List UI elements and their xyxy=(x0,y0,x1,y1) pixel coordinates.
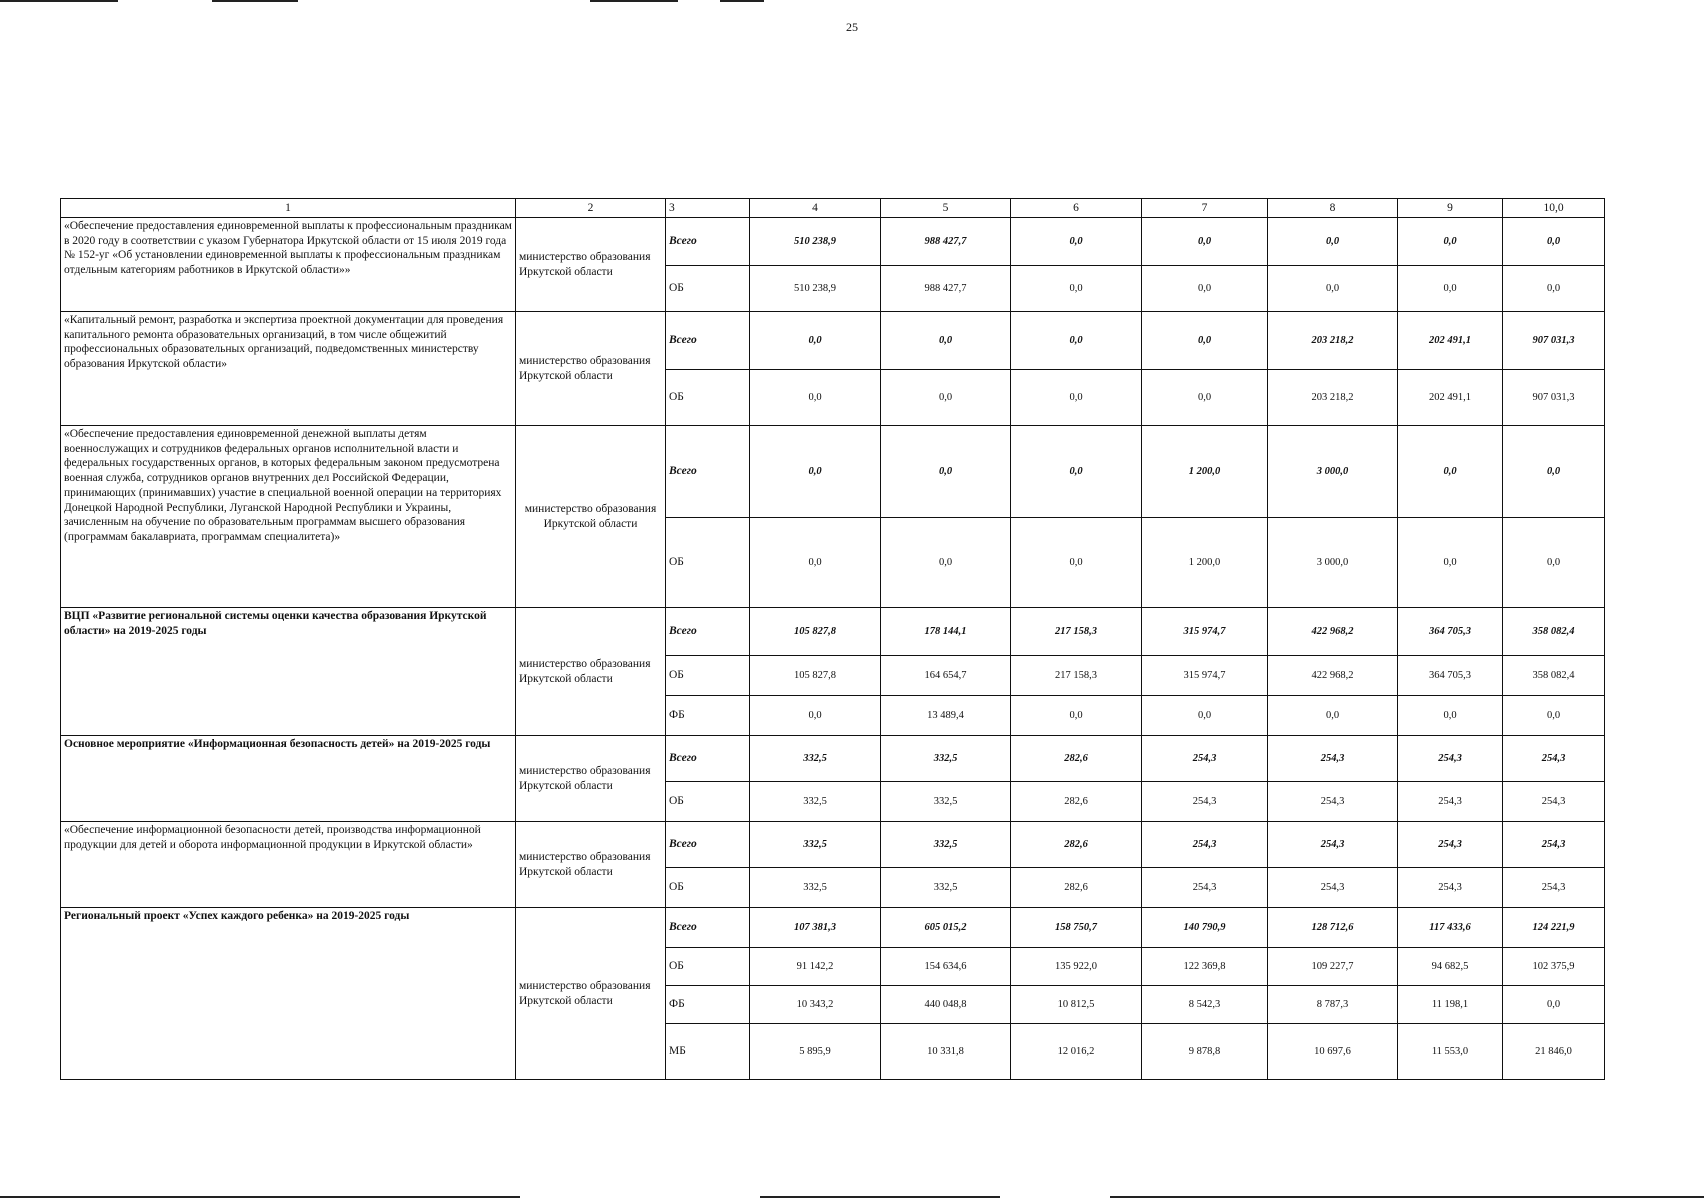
funding-source-cell: ФБ xyxy=(666,696,750,736)
ministry-cell: министерство образования Иркутской области xyxy=(516,908,666,1080)
amount-cell: 11 553,0 xyxy=(1398,1024,1503,1080)
amount-cell: 109 227,7 xyxy=(1268,948,1398,986)
amount-cell: 254,3 xyxy=(1268,736,1398,782)
amount-cell: 364 705,3 xyxy=(1398,608,1503,656)
amount-cell: 0,0 xyxy=(1011,218,1142,266)
table-row xyxy=(61,822,1605,868)
amount-cell: 0,0 xyxy=(881,518,1011,608)
amount-cell: 0,0 xyxy=(750,426,881,518)
amount-cell: 0,0 xyxy=(1011,518,1142,608)
scan-edge-line xyxy=(1110,1196,1704,1198)
amount-cell: 988 427,7 xyxy=(881,218,1011,266)
amount-cell: 0,0 xyxy=(1398,426,1503,518)
header-cell: 4 xyxy=(750,199,881,218)
amount-cell: 0,0 xyxy=(750,696,881,736)
amount-cell: 3 000,0 xyxy=(1268,518,1398,608)
amount-cell: 0,0 xyxy=(1142,312,1268,370)
amount-cell: 282,6 xyxy=(1011,822,1142,868)
amount-cell: 128 712,6 xyxy=(1268,908,1398,948)
amount-cell: 358 082,4 xyxy=(1503,608,1605,656)
amount-cell: 135 922,0 xyxy=(1011,948,1142,986)
amount-cell: 907 031,3 xyxy=(1503,312,1605,370)
amount-cell: 332,5 xyxy=(750,782,881,822)
funding-source-cell: ОБ xyxy=(666,868,750,908)
amount-cell: 10 331,8 xyxy=(881,1024,1011,1080)
ministry-cell: министерство образования Иркутской области xyxy=(516,822,666,908)
amount-cell: 0,0 xyxy=(1011,312,1142,370)
amount-cell: 315 974,7 xyxy=(1142,656,1268,696)
funding-source-cell: ОБ xyxy=(666,948,750,986)
scan-edge-line xyxy=(0,0,118,2)
amount-cell: 0,0 xyxy=(1142,218,1268,266)
amount-cell: 0,0 xyxy=(1011,266,1142,312)
amount-cell: 332,5 xyxy=(881,822,1011,868)
amount-cell: 0,0 xyxy=(1503,696,1605,736)
header-cell: 8 xyxy=(1268,199,1398,218)
page-number: 25 xyxy=(846,20,858,34)
amount-cell: 358 082,4 xyxy=(1503,656,1605,696)
scan-edge-line xyxy=(0,1196,520,1198)
amount-cell: 0,0 xyxy=(1503,426,1605,518)
amount-cell: 217 158,3 xyxy=(1011,608,1142,656)
funding-source-cell: Всего xyxy=(666,218,750,266)
ministry-cell: министерство образования Иркутской области xyxy=(516,608,666,736)
amount-cell: 254,3 xyxy=(1503,736,1605,782)
amount-cell: 202 491,1 xyxy=(1398,312,1503,370)
amount-cell: 102 375,9 xyxy=(1503,948,1605,986)
measure-name-cell: Региональный проект «Успех каждого ребенка» на 2019-2025 годы xyxy=(61,908,516,1080)
amount-cell: 202 491,1 xyxy=(1398,370,1503,426)
measure-name-cell: «Капитальный ремонт, разработка и экспертиза проектной документации для проведения капитального ремонта образовательных организаций, в том числе общежитий профессиональных образовательных организаций, подведомственных министерству образования Иркутской области» xyxy=(61,312,516,426)
amount-cell: 254,3 xyxy=(1503,782,1605,822)
amount-cell: 0,0 xyxy=(1268,696,1398,736)
amount-cell: 158 750,7 xyxy=(1011,908,1142,948)
amount-cell: 332,5 xyxy=(750,822,881,868)
amount-cell: 8 542,3 xyxy=(1142,986,1268,1024)
amount-cell: 332,5 xyxy=(881,736,1011,782)
funding-source-cell: МБ xyxy=(666,1024,750,1080)
amount-cell: 10 343,2 xyxy=(750,986,881,1024)
funding-source-cell: ОБ xyxy=(666,782,750,822)
funding-source-cell: Всего xyxy=(666,736,750,782)
amount-cell: 422 968,2 xyxy=(1268,656,1398,696)
amount-cell: 0,0 xyxy=(750,370,881,426)
measure-name-cell: «Обеспечение предоставления единовременной выплаты к профессиональным праздникам в 2020 году в соответствии с указом Губернатора Иркутской области от 15 июля 2019 года № 152-уг «Об установлении единовременной выплаты к профессиональным праздникам отдельным категориям работников в Иркутской области»» xyxy=(61,218,516,312)
amount-cell: 178 144,1 xyxy=(881,608,1011,656)
ministry-cell: министерство образования Иркутской области xyxy=(516,426,666,608)
scan-edge-line xyxy=(590,0,678,2)
amount-cell: 254,3 xyxy=(1142,736,1268,782)
amount-cell: 91 142,2 xyxy=(750,948,881,986)
amount-cell: 0,0 xyxy=(750,518,881,608)
amount-cell: 124 221,9 xyxy=(1503,908,1605,948)
amount-cell: 0,0 xyxy=(1142,266,1268,312)
amount-cell: 332,5 xyxy=(881,782,1011,822)
amount-cell: 117 433,6 xyxy=(1398,908,1503,948)
table-row xyxy=(61,608,1605,656)
table-row xyxy=(61,736,1605,782)
header-cell: 1 xyxy=(61,199,516,218)
amount-cell: 510 238,9 xyxy=(750,266,881,312)
measure-name-cell: Основное мероприятие «Информационная безопасность детей» на 2019-2025 годы xyxy=(61,736,516,822)
amount-cell: 282,6 xyxy=(1011,736,1142,782)
amount-cell: 254,3 xyxy=(1398,782,1503,822)
measure-name-cell: «Обеспечение информационной безопасности детей, производства информационной продукции для детей и оборота информационной продукции в Иркутской области» xyxy=(61,822,516,908)
amount-cell: 164 654,7 xyxy=(881,656,1011,696)
funding-source-cell: ФБ xyxy=(666,986,750,1024)
amount-cell: 282,6 xyxy=(1011,868,1142,908)
amount-cell: 21 846,0 xyxy=(1503,1024,1605,1080)
amount-cell: 0,0 xyxy=(881,426,1011,518)
amount-cell: 254,3 xyxy=(1142,822,1268,868)
funding-source-cell: ОБ xyxy=(666,370,750,426)
scan-edge-line xyxy=(212,0,298,2)
amount-cell: 1 200,0 xyxy=(1142,518,1268,608)
amount-cell: 0,0 xyxy=(1503,518,1605,608)
amount-cell: 11 198,1 xyxy=(1398,986,1503,1024)
amount-cell: 254,3 xyxy=(1503,822,1605,868)
budget-table xyxy=(60,198,1605,1080)
amount-cell: 13 489,4 xyxy=(881,696,1011,736)
table-row xyxy=(61,908,1605,948)
amount-cell: 5 895,9 xyxy=(750,1024,881,1080)
amount-cell: 907 031,3 xyxy=(1503,370,1605,426)
amount-cell: 10 812,5 xyxy=(1011,986,1142,1024)
amount-cell: 510 238,9 xyxy=(750,218,881,266)
funding-source-cell: Всего xyxy=(666,426,750,518)
ministry-cell: министерство образования Иркутской области xyxy=(516,736,666,822)
funding-source-cell: Всего xyxy=(666,908,750,948)
header-cell: 3 xyxy=(666,199,750,218)
amount-cell: 254,3 xyxy=(1398,868,1503,908)
table-row xyxy=(61,218,1605,266)
amount-cell: 8 787,3 xyxy=(1268,986,1398,1024)
table-body xyxy=(61,199,1605,1080)
measure-name-cell: «Обеспечение предоставления единовременной денежной выплаты детям военнослужащих и сотрудников федеральных органов исполнительной власти и федеральных государственных органов, в которых федеральным законом предусмотрена военная служба, сотрудников органов внутренних дел Российской Федерации, принимающих (принимавших) участие в специальной военной операции на территориях Донецкой Народной Республики, Луганской Народной Республики и Украины, зачисленным на обучение по образовательным программам высшего образования (программам бакалавриата, программам специалитета)» xyxy=(61,426,516,608)
funding-source-cell: ОБ xyxy=(666,656,750,696)
amount-cell: 0,0 xyxy=(1268,218,1398,266)
amount-cell: 0,0 xyxy=(1398,696,1503,736)
amount-cell: 0,0 xyxy=(1142,696,1268,736)
header-cell: 2 xyxy=(516,199,666,218)
ministry-cell: министерство образования Иркутской области xyxy=(516,312,666,426)
amount-cell: 0,0 xyxy=(881,370,1011,426)
amount-cell: 0,0 xyxy=(1011,696,1142,736)
amount-cell: 0,0 xyxy=(881,312,1011,370)
amount-cell: 332,5 xyxy=(750,736,881,782)
amount-cell: 0,0 xyxy=(1398,266,1503,312)
header-cell: 10,0 xyxy=(1503,199,1605,218)
amount-cell: 217 158,3 xyxy=(1011,656,1142,696)
amount-cell: 332,5 xyxy=(750,868,881,908)
amount-cell: 254,3 xyxy=(1268,822,1398,868)
amount-cell: 107 381,3 xyxy=(750,908,881,948)
amount-cell: 254,3 xyxy=(1503,868,1605,908)
amount-cell: 203 218,2 xyxy=(1268,370,1398,426)
amount-cell: 282,6 xyxy=(1011,782,1142,822)
amount-cell: 364 705,3 xyxy=(1398,656,1503,696)
funding-source-cell: ОБ xyxy=(666,518,750,608)
amount-cell: 0,0 xyxy=(1398,218,1503,266)
amount-cell: 440 048,8 xyxy=(881,986,1011,1024)
funding-source-cell: Всего xyxy=(666,608,750,656)
amount-cell: 0,0 xyxy=(1398,518,1503,608)
funding-source-cell: ОБ xyxy=(666,266,750,312)
amount-cell: 254,3 xyxy=(1398,822,1503,868)
table-row xyxy=(61,426,1605,518)
amount-cell: 315 974,7 xyxy=(1142,608,1268,656)
amount-cell: 254,3 xyxy=(1142,782,1268,822)
header-cell: 9 xyxy=(1398,199,1503,218)
amount-cell: 122 369,8 xyxy=(1142,948,1268,986)
scan-edge-line xyxy=(720,0,764,2)
amount-cell: 254,3 xyxy=(1398,736,1503,782)
amount-cell: 105 827,8 xyxy=(750,608,881,656)
ministry-cell: министерство образования Иркутской области xyxy=(516,218,666,312)
amount-cell: 0,0 xyxy=(1503,986,1605,1024)
amount-cell: 0,0 xyxy=(1503,218,1605,266)
amount-cell: 12 016,2 xyxy=(1011,1024,1142,1080)
amount-cell: 1 200,0 xyxy=(1142,426,1268,518)
amount-cell: 9 878,8 xyxy=(1142,1024,1268,1080)
amount-cell: 105 827,8 xyxy=(750,656,881,696)
header-cell: 6 xyxy=(1011,199,1142,218)
amount-cell: 3 000,0 xyxy=(1268,426,1398,518)
amount-cell: 988 427,7 xyxy=(881,266,1011,312)
amount-cell: 10 697,6 xyxy=(1268,1024,1398,1080)
scan-edge-line xyxy=(760,1196,1000,1198)
amount-cell: 332,5 xyxy=(881,868,1011,908)
amount-cell: 0,0 xyxy=(1503,266,1605,312)
amount-cell: 0,0 xyxy=(1011,370,1142,426)
amount-cell: 140 790,9 xyxy=(1142,908,1268,948)
amount-cell: 203 218,2 xyxy=(1268,312,1398,370)
amount-cell: 154 634,6 xyxy=(881,948,1011,986)
amount-cell: 0,0 xyxy=(1011,426,1142,518)
header-cell: 5 xyxy=(881,199,1011,218)
amount-cell: 605 015,2 xyxy=(881,908,1011,948)
column-number-header xyxy=(61,199,1605,218)
amount-cell: 0,0 xyxy=(750,312,881,370)
amount-cell: 254,3 xyxy=(1142,868,1268,908)
amount-cell: 94 682,5 xyxy=(1398,948,1503,986)
amount-cell: 254,3 xyxy=(1268,782,1398,822)
amount-cell: 0,0 xyxy=(1268,266,1398,312)
header-cell: 7 xyxy=(1142,199,1268,218)
funding-source-cell: Всего xyxy=(666,822,750,868)
table-row xyxy=(61,312,1605,370)
amount-cell: 422 968,2 xyxy=(1268,608,1398,656)
measure-name-cell: ВЦП «Развитие региональной системы оценки качества образования Иркутской области» на 2019-2025 годы xyxy=(61,608,516,736)
funding-source-cell: Всего xyxy=(666,312,750,370)
amount-cell: 254,3 xyxy=(1268,868,1398,908)
amount-cell: 0,0 xyxy=(1142,370,1268,426)
